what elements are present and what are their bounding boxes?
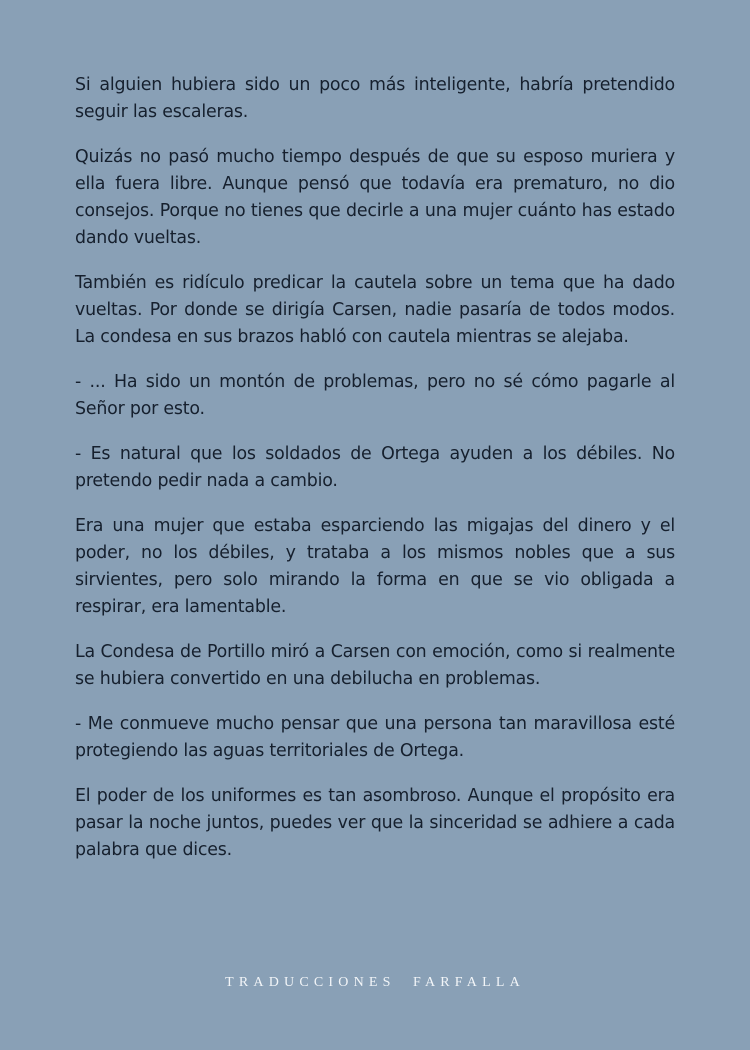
translator-credit-footer: TRADUCCIONES FARFALLA bbox=[225, 975, 525, 990]
dialogue-paragraph: - ... Ha sido un montón de problemas, pero no sé cómo pagarle al Señor por esto. bbox=[75, 372, 675, 419]
paragraph: Si alguien hubiera sido un poco más inteligente, habría pretendido seguir las escaleras. bbox=[75, 75, 675, 122]
paragraph: Quizás no pasó mucho tiempo después de que su esposo muriera y ella fuera libre. Aunque pensó que todavía era prematuro, no dio consejos. Porque no tienes que decirle a una mujer cuánto has estado dando vueltas. bbox=[75, 147, 675, 248]
dialogue-paragraph: - Es natural que los soldados de Ortega ayuden a los débiles. No pretendo pedir nada a cambio. bbox=[75, 444, 675, 491]
dialogue-paragraph: - Me conmueve mucho pensar que una persona tan maravillosa esté protegiendo las aguas territoriales de Ortega. bbox=[75, 714, 675, 761]
paragraph: El poder de los uniformes es tan asombroso. Aunque el propósito era pasar la noche juntos, puedes ver que la sinceridad se adhiere a cada palabra que dices. bbox=[75, 786, 675, 860]
document-body bbox=[75, 72, 675, 882]
paragraph: También es ridículo predicar la cautela sobre un tema que ha dado vueltas. Por donde se dirigía Carsen, nadie pasaría de todos modos. La condesa en sus brazos habló con cautela mientras se alejaba. bbox=[75, 273, 675, 347]
paragraph: Era una mujer que estaba esparciendo las migajas del dinero y el poder, no los débiles, y trataba a los mismos nobles que a sus sirvientes, pero solo mirando la forma en que se vio obligada a respirar, era lamentable. bbox=[75, 516, 675, 617]
paragraph: La Condesa de Portillo miró a Carsen con emoción, como si realmente se hubiera convertido en una debilucha en problemas. bbox=[75, 642, 675, 689]
